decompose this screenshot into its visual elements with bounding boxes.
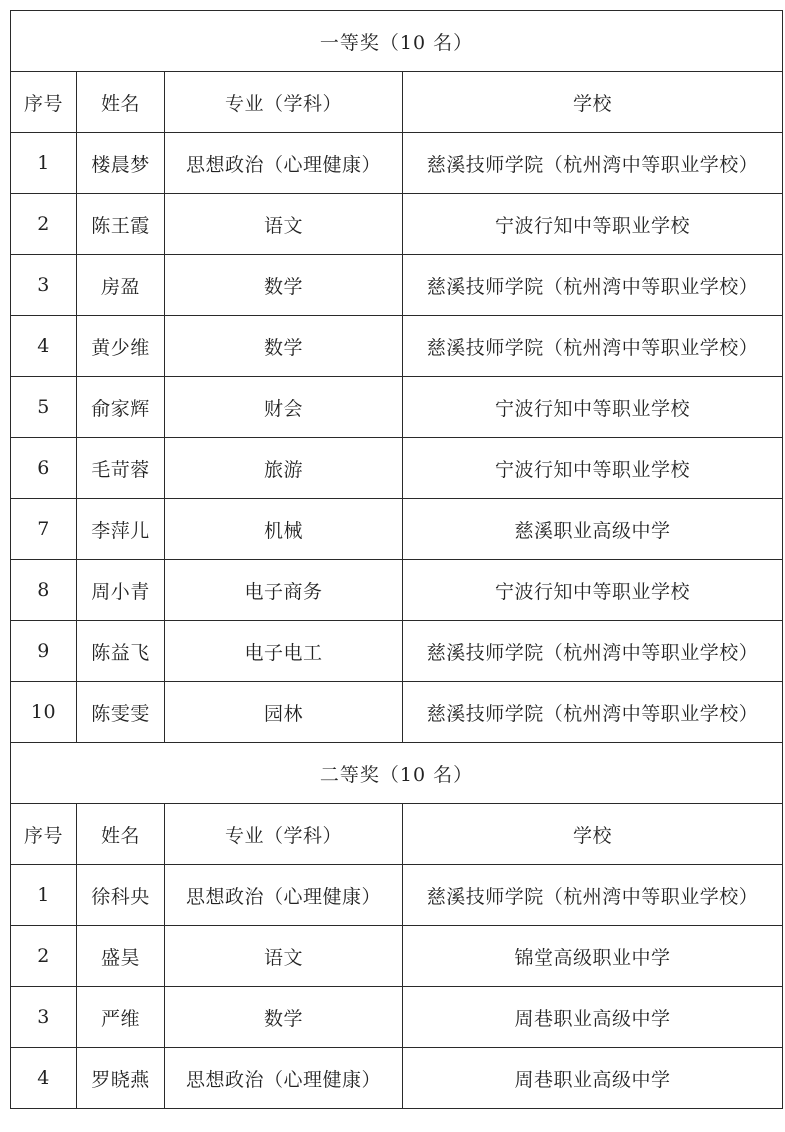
cell-major: 思想政治（心理健康） [165,133,403,194]
cell-name: 陈雯雯 [77,682,165,743]
cell-school: 锦堂高级职业中学 [403,926,783,987]
cell-name: 陈益飞 [77,621,165,682]
cell-name: 徐科央 [77,865,165,926]
cell-no: 4 [11,1048,77,1109]
cell-major: 园林 [165,682,403,743]
table-row [11,499,783,560]
cell-no: 5 [11,377,77,438]
cell-major: 语文 [165,926,403,987]
table-row [11,1048,783,1109]
cell-name: 严维 [77,987,165,1048]
award-table [10,10,783,1109]
cell-name: 周小青 [77,560,165,621]
cell-major: 财会 [165,377,403,438]
cell-major: 数学 [165,987,403,1048]
header-name: 姓名 [77,72,165,133]
cell-school: 慈溪技师学院（杭州湾中等职业学校） [403,255,783,316]
cell-no: 10 [11,682,77,743]
cell-name: 李萍儿 [77,499,165,560]
cell-no: 6 [11,438,77,499]
cell-major: 思想政治（心理健康） [165,1048,403,1109]
cell-major: 思想政治（心理健康） [165,865,403,926]
cell-no: 9 [11,621,77,682]
award-table-body [11,11,783,1109]
table-row [11,865,783,926]
cell-name: 楼晨梦 [77,133,165,194]
cell-major: 机械 [165,499,403,560]
cell-school: 慈溪职业高级中学 [403,499,783,560]
table-row [11,621,783,682]
cell-school: 宁波行知中等职业学校 [403,438,783,499]
table-row [11,194,783,255]
cell-no: 8 [11,560,77,621]
header-no: 序号 [11,804,77,865]
cell-name: 陈王霞 [77,194,165,255]
cell-no: 1 [11,865,77,926]
table-row [11,926,783,987]
cell-no: 2 [11,194,77,255]
cell-major: 电子商务 [165,560,403,621]
table-row [11,438,783,499]
cell-name: 罗晓燕 [77,1048,165,1109]
cell-school: 慈溪技师学院（杭州湾中等职业学校） [403,133,783,194]
cell-name: 黄少维 [77,316,165,377]
cell-major: 旅游 [165,438,403,499]
cell-name: 盛昊 [77,926,165,987]
cell-no: 3 [11,255,77,316]
cell-school: 宁波行知中等职业学校 [403,560,783,621]
cell-school: 周巷职业高级中学 [403,1048,783,1109]
cell-name: 毛苛蓉 [77,438,165,499]
cell-school: 慈溪技师学院（杭州湾中等职业学校） [403,865,783,926]
column-header-row [11,72,783,133]
cell-major: 数学 [165,316,403,377]
cell-school: 宁波行知中等职业学校 [403,377,783,438]
cell-no: 2 [11,926,77,987]
table-row [11,560,783,621]
header-no: 序号 [11,72,77,133]
cell-major: 语文 [165,194,403,255]
table-row [11,133,783,194]
section-title: 一等奖（10 名） [11,11,783,72]
table-row [11,377,783,438]
cell-school: 慈溪技师学院（杭州湾中等职业学校） [403,682,783,743]
table-row [11,255,783,316]
section-title-row [11,743,783,804]
column-header-row [11,804,783,865]
table-row [11,316,783,377]
table-row [11,682,783,743]
header-name: 姓名 [77,804,165,865]
header-major: 专业（学科） [165,72,403,133]
table-row [11,987,783,1048]
section-title-row [11,11,783,72]
header-major: 专业（学科） [165,804,403,865]
cell-name: 俞家辉 [77,377,165,438]
cell-major: 电子电工 [165,621,403,682]
cell-no: 1 [11,133,77,194]
header-school: 学校 [403,804,783,865]
cell-no: 4 [11,316,77,377]
header-school: 学校 [403,72,783,133]
cell-school: 慈溪技师学院（杭州湾中等职业学校） [403,316,783,377]
cell-school: 周巷职业高级中学 [403,987,783,1048]
cell-school: 宁波行知中等职业学校 [403,194,783,255]
cell-no: 3 [11,987,77,1048]
cell-name: 房盈 [77,255,165,316]
cell-no: 7 [11,499,77,560]
cell-school: 慈溪技师学院（杭州湾中等职业学校） [403,621,783,682]
cell-major: 数学 [165,255,403,316]
section-title: 二等奖（10 名） [11,743,783,804]
